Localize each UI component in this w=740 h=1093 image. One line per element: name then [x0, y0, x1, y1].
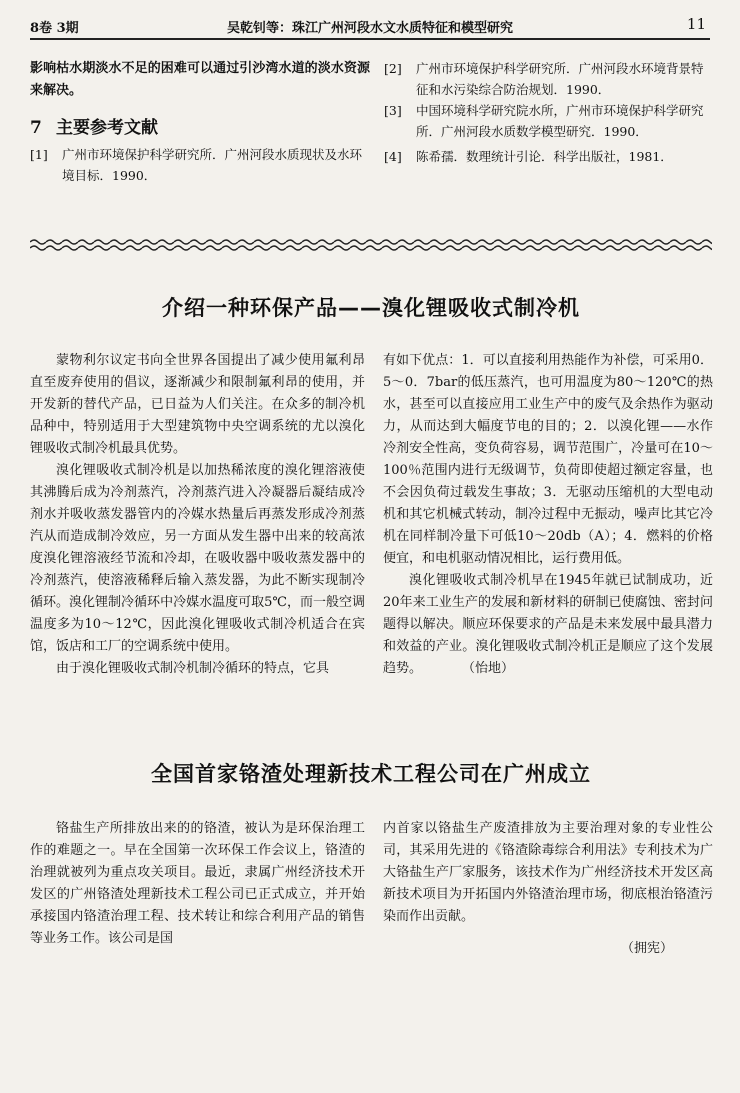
paragraph: 溴化锂吸收式制冷机是以加热稀浓度的溴化锂溶液使其沸腾后成为冷剂蒸汽，冷剂蒸汽进入冷凝器后凝结成冷剂水并吸收蒸发器管内的冷媒水热量后再蒸发形成冷剂蒸汽从而造成制冷效应，另一方面从发生器中出来的较高浓度溴化锂溶液经节流和冷却，在吸收器中吸收蒸发器中的冷剂蒸汽，使溶液稀释后输入蒸发器，为此不断实现制冷循环。溴化锂制冷循环中冷媒水温度可取5℃，而一般空调温度多为10～12℃，因此溴化锂吸收式制冷机适合在宾馆，饭店和工厂的空调系统中使用。: [30, 463, 365, 654]
paragraph: 由于溴化锂吸收式制冷机制冷循环的特点，它具: [56, 661, 330, 676]
article1-left-column: [30, 350, 365, 680]
page-header: [30, 10, 710, 40]
paragraph: 内首家以铬盐生产废渣排放为主要治理对象的专业性公司，其采用先进的《铬渣除毒综合利用法》专利技术为广大铬盐生产厂家服务，该技术作为广州经济技术开发区高新技术项目为开拓国内外铬渣治理市场，彻底根治铬渣污染而作出贡献。: [383, 821, 713, 924]
article2-title: 全国首家铬渣处理新技术工程公司在广州成立: [151, 762, 591, 786]
article2-right-column: [383, 818, 713, 960]
page-number: 11: [686, 15, 706, 33]
paragraph: 有如下优点：1．可以直接利用热能作为补偿，可采用0．5～0．7bar的低压蒸汽，也可用温度为80～120℃的热水，甚至可以直接应用工业生产中的废气及余热作为驱动力，从而达到大幅度节电的目的；2．以溴化锂——水作冷剂安全性高，变负荷容易，调节范围广，冷量可在10～100％范围内进行无级调节，负荷即使超过额定容量，也不会因负荷过载发生事故；3．无驱动压缩机的大型电动机和其它机械式转动，制冷过程中无振动，噪声比其它冷机在同样制冷量下可低10～20db（A）；4．燃料的价格便宜，和电机驱动情况相比，运行费用低。: [383, 353, 713, 566]
paragraph: 铬盐生产所排放出来的的铬渣，被认为是环保治理工作的难题之一。早在全国第一次环保工作会议上，铬渣的治理就被列为重点攻关项目。最近，隶属广州经济技术开发区的广州铬渣处理新技术工程公司已正式成立，并开始承接国内铬渣治理工程、技术转让和综合利用产品的销售等业务工作。该公司是国: [30, 821, 365, 946]
section-title: 主要参考文献: [56, 118, 158, 138]
article2-left-column: [30, 818, 365, 950]
section-number: 7: [30, 118, 42, 138]
article1-signature: （怡地）: [462, 661, 515, 676]
article2-signature: （拥宪）: [620, 941, 673, 956]
reference-item: [2] 广州市环境保护科学研究所．广州河段水环境背景特征和水污染综合防治规划．1990．: [384, 61, 704, 97]
paragraph: 蒙物利尔议定书向全世界各国提出了减少使用氟利昂直至废弃使用的倡议，逐渐减少和限制氟利昂的使用，并开发新的替代产品，已日益为人们关注。在众多的制冷机品种中，特别适用于大型建筑物中央空调系统的尤以溴化锂吸收式制冷机最具优势。: [30, 353, 365, 456]
running-head: 吴乾钊等：珠江广州河段水文水质特征和模型研究: [226, 21, 513, 36]
continuation-text: 影响枯水期淡水不足的困难可以通过引沙湾水道的淡水资源来解决。: [30, 61, 370, 98]
top-right-column: [384, 58, 710, 167]
article1-title: 介绍一种环保产品——溴化锂吸收式制冷机: [162, 296, 580, 320]
references-heading: [30, 116, 370, 140]
paragraph: 溴化锂吸收式制冷机早在1945年就已试制成功，近20年来工业生产的发展和新材料的研制已使腐蚀、密封问题得以解决。顺应环保要求的产品是未来发展中最具潜力和效益的产业。溴化锂吸收式制冷机正是顺应了这个发展趋势。 （怡地）: [383, 570, 713, 680]
reference-item: [4] 陈希孺．数理统计引论．科学出版社，1981．: [384, 149, 673, 164]
reference-item: [1] 广州市环境保护科学研究所．广州河段水质现状及水环境目标．1990．: [30, 147, 363, 183]
top-left-column: [30, 58, 370, 186]
wavy-divider: [30, 238, 712, 252]
article1-right-column: [383, 350, 713, 680]
issue-label: 8卷 3期: [30, 21, 79, 36]
reference-item: [3] 中国环境科学研究院水所，广州市环境保护科学研究所．广州河段水质数学模型研究．1990．: [384, 103, 704, 139]
